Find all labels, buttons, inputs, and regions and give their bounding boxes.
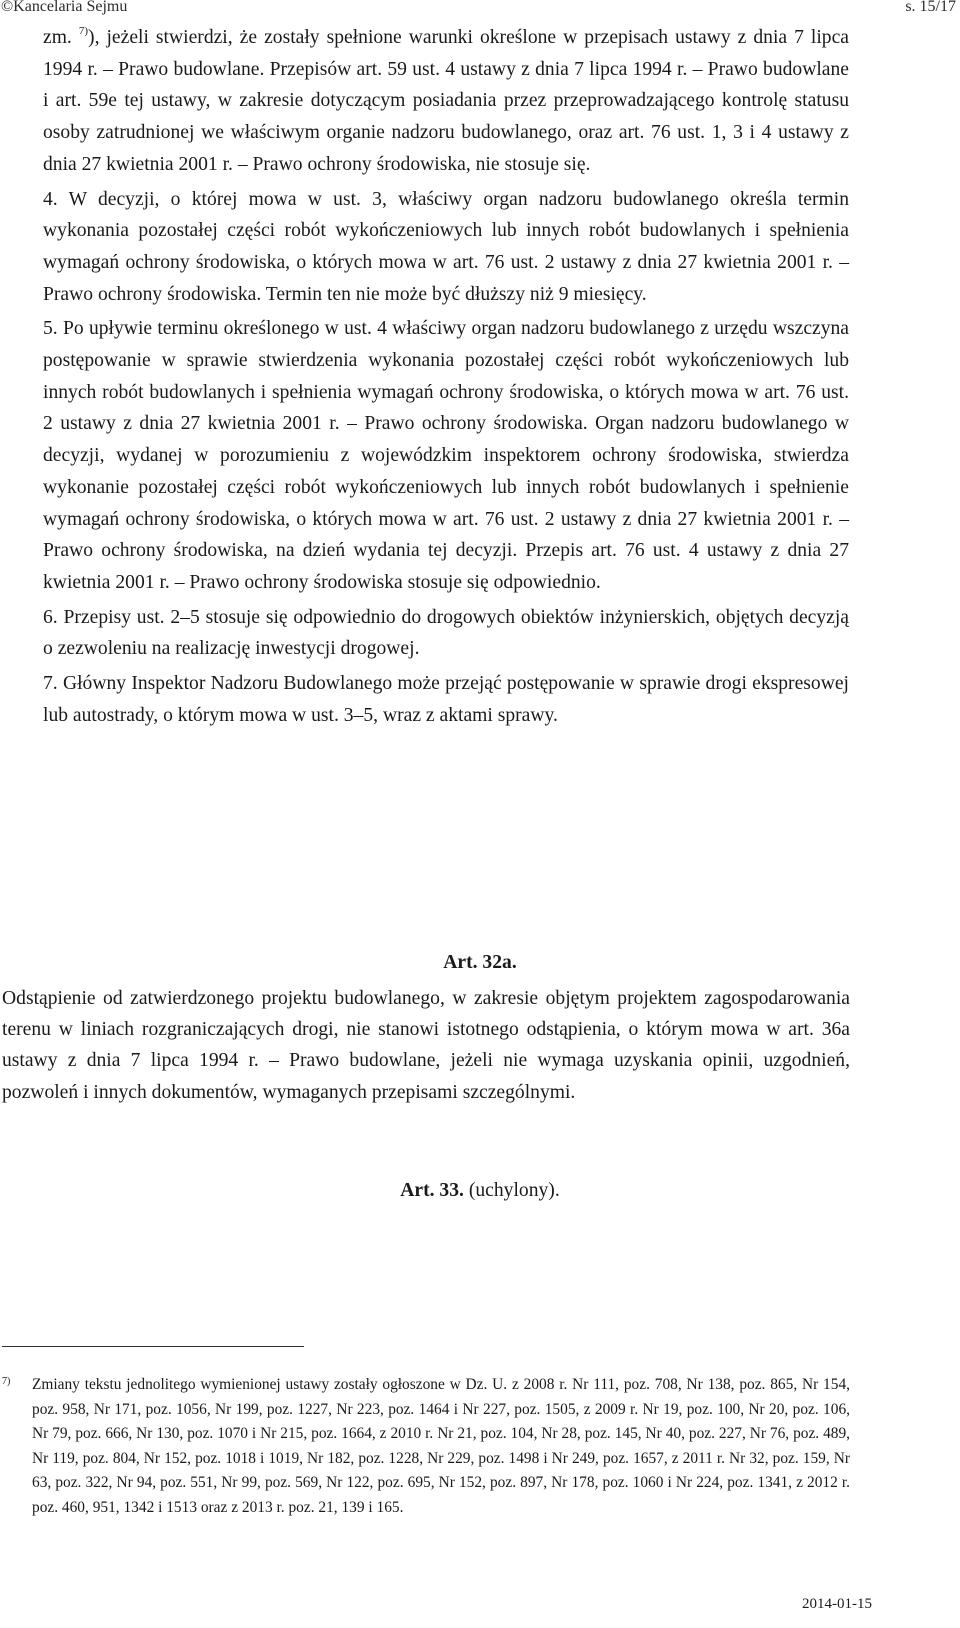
footnote-divider xyxy=(2,1346,304,1347)
header-left: ©Kancelaria Sejmu xyxy=(1,0,128,15)
article-32a-text: Odstąpienie od zatwierdzonego projektu budowlanego, w zakresie objętym projektem zagospodarowania terenu w liniach rozgraniczających drogi, nie stanowi istotnego odstąpienia, o którym mowa w art. 36a ustawy z dnia 7 lipca 1994 r. – Prawo budowlane, jeżeli nie wymaga uzyskania opinii, uzgodnień, pozwoleń i innych dokumentów, wymaganych przepisami szczególnymi. xyxy=(2,988,850,1103)
article-33-title: Art. 33. xyxy=(400,1180,464,1201)
intro-pre: zm. xyxy=(43,27,72,48)
main-text xyxy=(43,22,849,731)
article-33 xyxy=(0,1180,960,1202)
paragraph-intro xyxy=(43,22,849,181)
intro-post: ), jeżeli stwierdzi, że zostały spełnione warunki określone w przepisach ustawy z dnia 7 lipca 1994 r. – Prawo budowlane. Przepisów art. 59 ust. 4 ustawy z dnia 7 lipca 1994 r. – Prawo budowlane i art. 59e tej ustawy, w zakresie dotyczącym posiadania przez przeprowadzającego kontrolę statusu osoby zatrudnionej we właściwym organie nadzoru budowlanego, oraz art. 76 ust. 1, 3 i 4 ustawy z dnia 27 kwietnia 2001 r. – Prawo ochrony środowiska, nie stosuje się. xyxy=(43,27,849,175)
page-number: s. 15/17 xyxy=(905,0,956,15)
document-date: 2014-01-15 xyxy=(802,1596,872,1612)
paragraph-7: 7. Główny Inspektor Nadzoru Budowlanego może przejąć postępowanie w sprawie drogi ekspresowej lub autostrady, o którym mowa w ust. 3–5, wraz z aktami sprawy. xyxy=(43,673,849,726)
footnote-ref: 7) xyxy=(78,25,89,37)
footnote-text: Zmiany tekstu jednolitego wymienionej ustawy zostały ogłoszone w Dz. U. z 2008 r. Nr 111, poz. 708, Nr 138, poz. 865, Nr 154, poz. 958, Nr 171, poz. 1056, Nr 199, poz. 1227, Nr 223, poz. 1464 i Nr 227, poz. 1505, z 2009 r. Nr 19, poz. 100, Nr 20, poz. 106, Nr 79, poz. 666, Nr 130, poz. 1070 i Nr 215, poz. 1664, z 2010 r. Nr 21, poz. 104, Nr 28, poz. 145, Nr 40, poz. 227, Nr 76, poz. 489, Nr 119, poz. 804, Nr 152, poz. 1018 i 1019, Nr 182, poz. 1228, Nr 229, poz. 1498 i Nr 249, poz. 1657, z 2011 r. Nr 32, poz. 159, Nr 63, poz. 322, Nr 94, poz. 551, Nr 99, poz. 569, Nr 122, poz. 695, Nr 152, poz. 897, Nr 178, poz. 1060 i Nr 224, poz. 1341, z 2012 r. poz. 460, 951, 1342 i 1513 oraz z 2013 r. poz. 21, 139 i 165. xyxy=(32,1376,850,1516)
paragraph-5: 5. Po upływie terminu określonego w ust. 4 właściwy organ nadzoru budowlanego z urzędu wszczyna postępowanie w sprawie stwierdzenia wykonania pozostałej części robót wykończeniowych lub innych robót budowlanych i spełnienia wymagań ochrony środowiska, o których mowa w art. 76 ust. 2 ustawy z dnia 27 kwietnia 2001 r. – Prawo ochrony środowiska. Organ nadzoru budowlanego w decyzji, wydanej w porozumieniu z wojewódzkim inspektorem ochrony środowiska, stwierdza wykonanie pozostałej części robót wykończeniowych lub innych robót budowlanych i spełnienie wymagań ochrony środowiska, o których mowa w art. 76 ust. 2 ustawy z dnia 27 kwietnia 2001 r. – Prawo ochrony środowiska, na dzień wydania tej decyzji. Przepis art. 76 ust. 4 ustawy z dnia 27 kwietnia 2001 r. – Prawo ochrony środowiska stosuje się odpowiednio. xyxy=(43,318,849,593)
footnote-mark: 7) xyxy=(2,1376,11,1387)
footnote xyxy=(2,1373,850,1521)
paragraph-6: 6. Przepisy ust. 2–5 stosuje się odpowiednio do drogowych obiektów inżynierskich, objętych decyzją o zezwoleniu na realizację inwestycji drogowej. xyxy=(43,606,849,660)
paragraph-4: 4. W decyzji, o której mowa w ust. 3, właściwy organ nadzoru budowlanego określa termin wykonania pozostałej części robót wykończeniowych lub innych robót budowlanych i spełnienia wymagań ochrony środowiska, o których mowa w art. 76 ust. 2 ustawy z dnia 27 kwietnia 2001 r. – Prawo ochrony środowiska. Termin ten nie może być dłuższy niż 9 miesięcy. xyxy=(43,188,849,305)
article-32a-title: Art. 32a. xyxy=(443,952,517,973)
article-33-text: (uchylony). xyxy=(468,1180,560,1201)
